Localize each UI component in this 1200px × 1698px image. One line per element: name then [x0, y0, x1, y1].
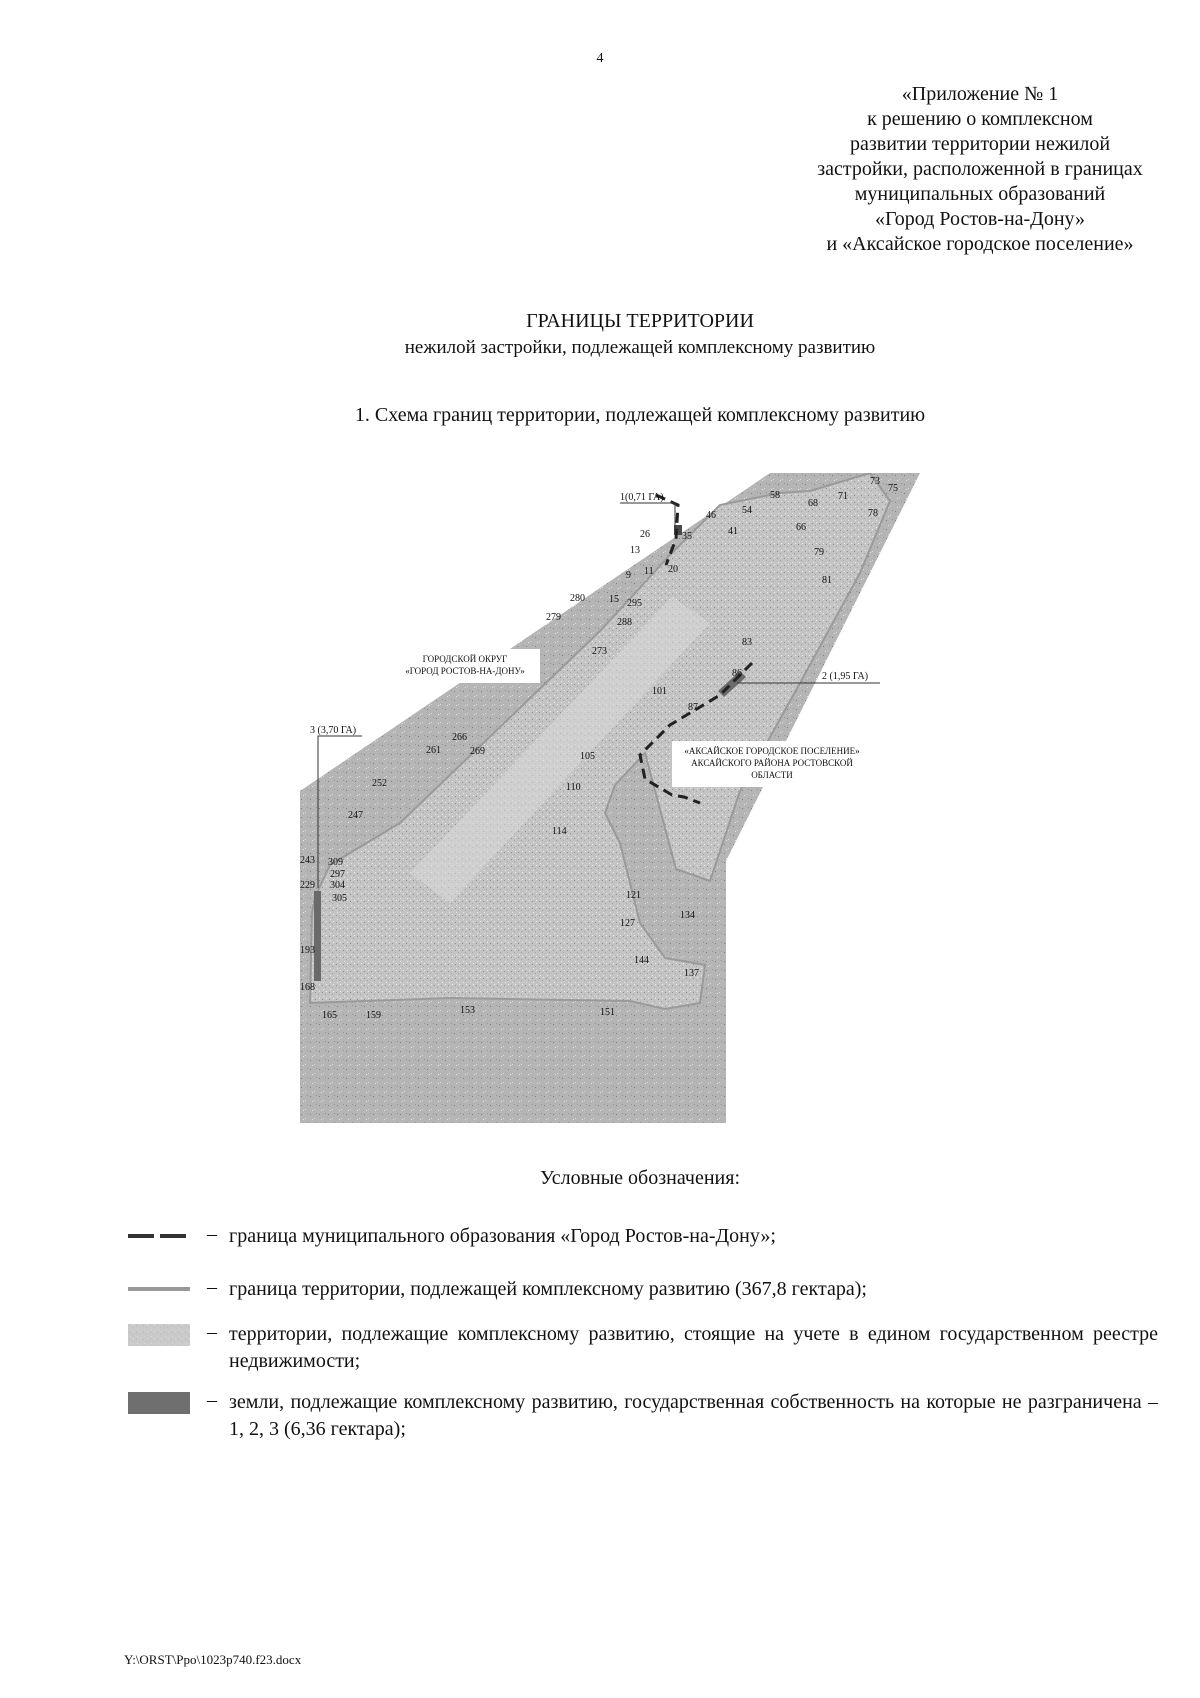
region-label-rostov: ГОРОДСКОЙ ОКРУГ: [422, 654, 508, 664]
point-label: 247: [348, 810, 363, 821]
legend-dash: –: [207, 1223, 217, 1245]
legend-title: Условные обозначения:: [539, 1167, 741, 1189]
point-label: 297: [330, 869, 345, 880]
appendix-line: «Приложение № 1: [901, 83, 1059, 105]
region-label-aksay: ОБЛАСТИ: [751, 770, 793, 780]
point-label: 309: [328, 857, 343, 868]
point-label: 127: [620, 918, 635, 929]
legend-dash: –: [207, 1321, 217, 1343]
point-label: 41: [728, 526, 738, 537]
point-label: 165: [322, 1010, 337, 1021]
point-label: 114: [552, 826, 567, 837]
appendix-line: и «Аксайское городское поселение»: [826, 233, 1134, 255]
point-label: 153: [460, 1005, 475, 1016]
point-label: 110: [566, 782, 581, 793]
legend-dash: –: [207, 1276, 217, 1298]
point-label: 252: [372, 778, 387, 789]
point-label: 193: [300, 945, 315, 956]
page-number: 4: [596, 51, 604, 66]
point-label: 269: [470, 746, 485, 757]
point-label: 20: [668, 564, 678, 575]
point-label: 86: [732, 668, 742, 679]
legend-text: территории, подлежащие комплексному развитию, стоящие на учете в едином государственном реестре недвижимости;: [229, 1323, 1158, 1372]
point-label: 11: [644, 566, 654, 577]
document-subtitle: нежилой застройки, подлежащей комплексному развитию: [404, 337, 876, 358]
callout-leader: [620, 503, 675, 530]
appendix-line: «Город Ростов-на-Дону»: [874, 208, 1086, 230]
point-label: 83: [742, 637, 752, 648]
point-label: 54: [742, 505, 752, 516]
appendix-line: развитии территории нежилой: [849, 133, 1111, 155]
appendix-header: [780, 82, 1180, 257]
point-label: 35: [682, 531, 692, 542]
file-path-footer: Y:\ORST\Ppo\1023p740.f23.docx: [124, 1652, 302, 1667]
point-label: 9: [626, 570, 631, 581]
point-label: 288: [617, 617, 632, 628]
legend-text: земли, подлежащие комплексному развитию, государственная собственность на которые не разграничена – 1, 2, 3 (6,36 гектара);: [229, 1391, 1158, 1440]
region-label-aksay: АКСАЙСКОГО РАЙОНА РОСТОВСКОЙ: [691, 758, 853, 768]
point-label: 66: [796, 522, 806, 533]
point-label: 15: [609, 594, 619, 605]
appendix-line: муниципальных образований: [854, 183, 1106, 205]
point-label: 105: [580, 751, 595, 762]
point-label: 81: [822, 575, 832, 586]
legend-text: граница территории, подлежащей комплексному развитию (367,8 гектара);: [229, 1278, 867, 1300]
point-label: 68: [808, 498, 818, 509]
point-label: 273: [592, 646, 607, 657]
point-label: 134: [680, 910, 695, 921]
point-label: 73: [870, 476, 880, 487]
point-label: 26: [640, 529, 650, 540]
point-label: 58: [770, 490, 780, 501]
callout-plot-2: 2 (1,95 ГА): [822, 671, 869, 682]
document-title: ГРАНИЦЫ ТЕРРИТОРИИ: [526, 310, 754, 332]
callout-plot-1: 1(0,71 ГА): [620, 492, 664, 503]
light-fill-swatch: [128, 1324, 190, 1346]
section-title: 1. Схема границ территории, подлежащей комплексному развитию: [354, 404, 926, 426]
point-label: 295: [627, 598, 642, 609]
point-label: 243: [300, 855, 315, 866]
point-label: 46: [706, 510, 716, 521]
point-label: 168: [300, 982, 315, 993]
point-label: 151: [600, 1007, 615, 1018]
point-label: 87: [688, 702, 698, 713]
point-label: 121: [626, 890, 641, 901]
point-label: 266: [452, 732, 467, 743]
point-label: 101: [652, 686, 667, 697]
territory-map: [300, 473, 990, 1123]
state-land-plot-3: [314, 891, 321, 981]
point-label: 279: [546, 612, 561, 623]
callout-plot-3: 3 (3,70 ГА): [310, 725, 357, 736]
point-label: 305: [332, 893, 347, 904]
point-label: 144: [634, 955, 649, 966]
point-label: 159: [366, 1010, 381, 1021]
appendix-line: застройки, расположенной в границах: [817, 158, 1143, 180]
region-label-rostov: «ГОРОД РОСТОВ-НА-ДОНУ»: [405, 666, 525, 676]
point-label: 304: [330, 880, 345, 891]
region-label-aksay: «АКСАЙСКОЕ ГОРОДСКОЕ ПОСЕЛЕНИЕ»: [684, 746, 860, 756]
point-label: 229: [300, 880, 315, 891]
point-label: 261: [426, 745, 441, 756]
legend-dash: –: [207, 1389, 217, 1411]
solid-line-swatch: [128, 1285, 190, 1293]
dashed-line-swatch: [128, 1232, 190, 1240]
point-label: 280: [570, 593, 585, 604]
dark-fill-swatch: [128, 1392, 190, 1414]
point-label: 137: [684, 968, 699, 979]
appendix-line: к решению о комплексном: [867, 108, 1093, 130]
point-label: 13: [630, 545, 640, 556]
point-label: 71: [838, 491, 848, 502]
point-label: 78: [868, 508, 878, 519]
point-label: 79: [814, 547, 824, 558]
legend-text: граница муниципального образования «Город Ростов-на-Дону»;: [229, 1225, 776, 1247]
point-label: 75: [888, 483, 898, 494]
